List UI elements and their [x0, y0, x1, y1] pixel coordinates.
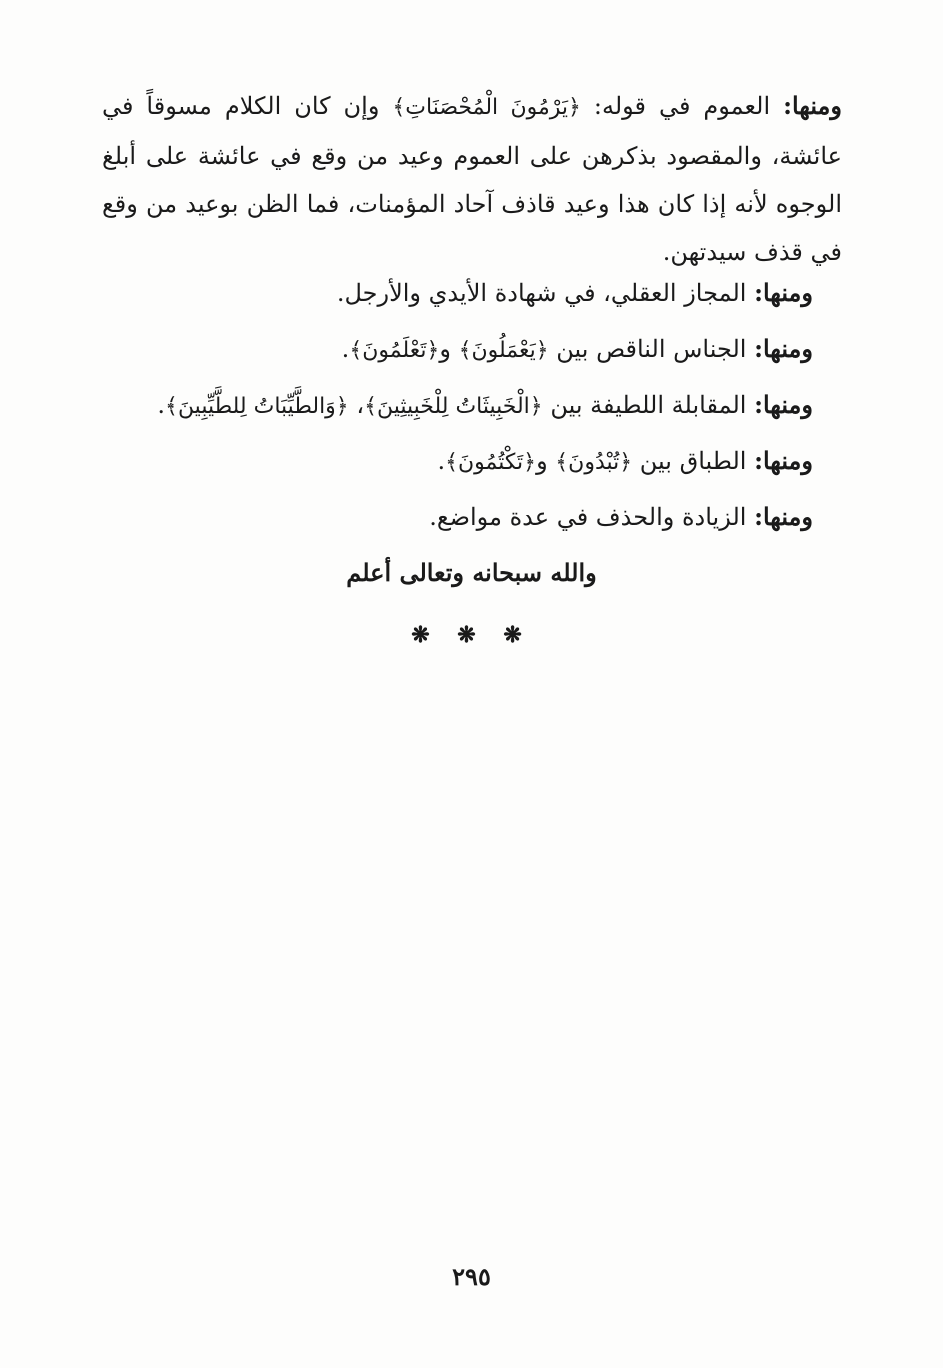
paragraph-lead: ومنها: [783, 91, 842, 120]
item-quran-quote-1: ﴿يَعْمَلُونَ﴾ [458, 338, 549, 363]
item-lead: ومنها: [754, 278, 813, 307]
paragraph-quran-quote: ﴿يَرْمُونَ الْمُحْصَنَاتِ﴾ [392, 95, 581, 120]
item-quran-quote-1: ﴿الْخَبِيثَاتُ لِلْخَبِيثِينَ﴾ [364, 394, 543, 419]
item-text: المجاز العقلي، في شهادة الأيدي والأرجل. [336, 279, 755, 307]
paragraph-text-before-quote: العموم في قوله: [580, 92, 784, 120]
item-quran-quote-2: ﴿تَعْلَمُونَ﴾ [349, 338, 440, 363]
item-end: . [157, 391, 166, 419]
list-item [157, 390, 813, 419]
item-lead: ومنها: [754, 390, 813, 419]
item-text: الجناس الناقص بين [548, 335, 755, 363]
item-lead: ومنها: [754, 502, 813, 531]
item-text: الزيادة والحذف في عدة مواضع. [429, 503, 755, 531]
list-item [337, 278, 813, 307]
item-quran-quote-2: ﴿تَكْتُمُونَ﴾ [445, 450, 537, 475]
item-connector: و [439, 335, 459, 363]
item-lead: ومنها: [754, 334, 813, 363]
list-item [429, 502, 813, 531]
item-connector: و [536, 447, 556, 475]
list-item [342, 334, 813, 363]
main-paragraph [102, 82, 842, 276]
item-lead: ومنها: [754, 446, 813, 475]
item-text: الطباق بين [632, 447, 755, 475]
closing-line: والله سبحانه وتعالى أعلم [346, 558, 597, 587]
item-quran-quote-1: ﴿تُبْدُونَ﴾ [555, 450, 633, 475]
list-item [437, 446, 813, 475]
item-text: المقابلة اللطيفة بين [542, 391, 755, 419]
item-quran-quote-2: ﴿وَالطَّيِّبَاتُ لِلطَّيِّبِينَ﴾ [165, 394, 349, 419]
item-end: . [341, 335, 350, 363]
paragraph-text-after-quote: وإن كان الكلام مسوقاً في عائشة، والمقصود بذكرهن على العموم وعيد من وقع في عائشة على أبلغ الوجوه لأنه إذا كان هذا وعيد قاذف آحاد المؤمنات، فما الظن بوعيد من وقع في قذف سيدتهن. [102, 92, 842, 266]
page-number: ٢٩٥ [452, 1262, 491, 1291]
item-end: . [437, 447, 446, 475]
section-separator: ❋ ❋ ❋ [411, 622, 532, 648]
item-connector: ، [348, 391, 365, 419]
